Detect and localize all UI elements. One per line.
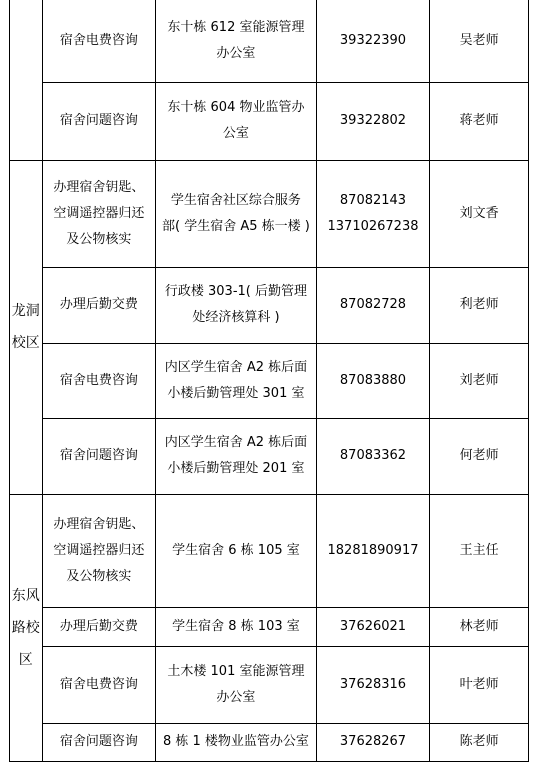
phone-cell: 37628316 [316,646,430,723]
contact-cell: 蒋老师 [430,82,529,160]
location-cell: 土木楼 101 室能源管理 办公室 [156,646,316,723]
service-cell: 办理宿舍钥匙、 空调遥控器归还 及公物核实 [42,160,156,267]
campus-label-longdong: 龙洞 校区 [10,160,43,494]
table-row [10,0,529,82]
phone-cell: 87082728 [316,267,430,343]
phone-cell: 37626021 [316,607,430,646]
location-cell: 内区学生宿舍 A2 栋后面 小楼后勤管理处 201 室 [156,418,316,494]
campus-cell-continued [10,0,43,160]
location-cell: 东十栋 612 室能源管理 办公室 [156,0,316,82]
phone-cell: 87083880 [316,343,430,418]
table-row [10,343,529,418]
table-row [10,494,529,607]
contact-cell: 吴老师 [430,0,529,82]
phone-cell: 87082143 13710267238 [316,160,430,267]
table-row [10,607,529,646]
phone-cell: 37628267 [316,723,430,761]
service-cell: 宿舍问题咨询 [42,82,156,160]
service-cell: 宿舍问题咨询 [42,723,156,761]
table-row [10,82,529,160]
location-cell: 内区学生宿舍 A2 栋后面 小楼后勤管理处 301 室 [156,343,316,418]
table-row [10,267,529,343]
contact-cell: 林老师 [430,607,529,646]
phone-cell: 18281890917 [316,494,430,607]
location-cell: 学生宿舍社区综合服务 部( 学生宿舍 A5 栋一楼 ) [156,160,316,267]
service-cell: 宿舍电费咨询 [42,0,156,82]
location-cell: 学生宿舍 8 栋 103 室 [156,607,316,646]
location-cell: 8 栋 1 楼物业监管办公室 [156,723,316,761]
table-row [10,723,529,761]
service-cell: 办理宿舍钥匙、 空调遥控器归还 及公物核实 [42,494,156,607]
dormitory-contact-table [9,0,529,762]
contact-cell: 刘老师 [430,343,529,418]
service-cell: 宿舍问题咨询 [42,418,156,494]
campus-label-dongfeng: 东风 路校 区 [10,494,43,761]
contact-cell: 何老师 [430,418,529,494]
phone-cell: 87083362 [316,418,430,494]
location-cell: 行政楼 303-1( 后勤管理 处经济核算科 ) [156,267,316,343]
service-cell: 宿舍电费咨询 [42,646,156,723]
contact-cell: 刘文香 [430,160,529,267]
service-cell: 宿舍电费咨询 [42,343,156,418]
table-row [10,160,529,267]
location-cell: 东十栋 604 物业监管办 公室 [156,82,316,160]
contact-cell: 利老师 [430,267,529,343]
contact-cell: 叶老师 [430,646,529,723]
service-cell: 办理后勤交费 [42,267,156,343]
location-cell: 学生宿舍 6 栋 105 室 [156,494,316,607]
service-cell: 办理后勤交费 [42,607,156,646]
phone-cell: 39322802 [316,82,430,160]
table-row [10,418,529,494]
contact-cell: 王主任 [430,494,529,607]
table-row [10,646,529,723]
contact-cell: 陈老师 [430,723,529,761]
phone-cell: 39322390 [316,0,430,82]
